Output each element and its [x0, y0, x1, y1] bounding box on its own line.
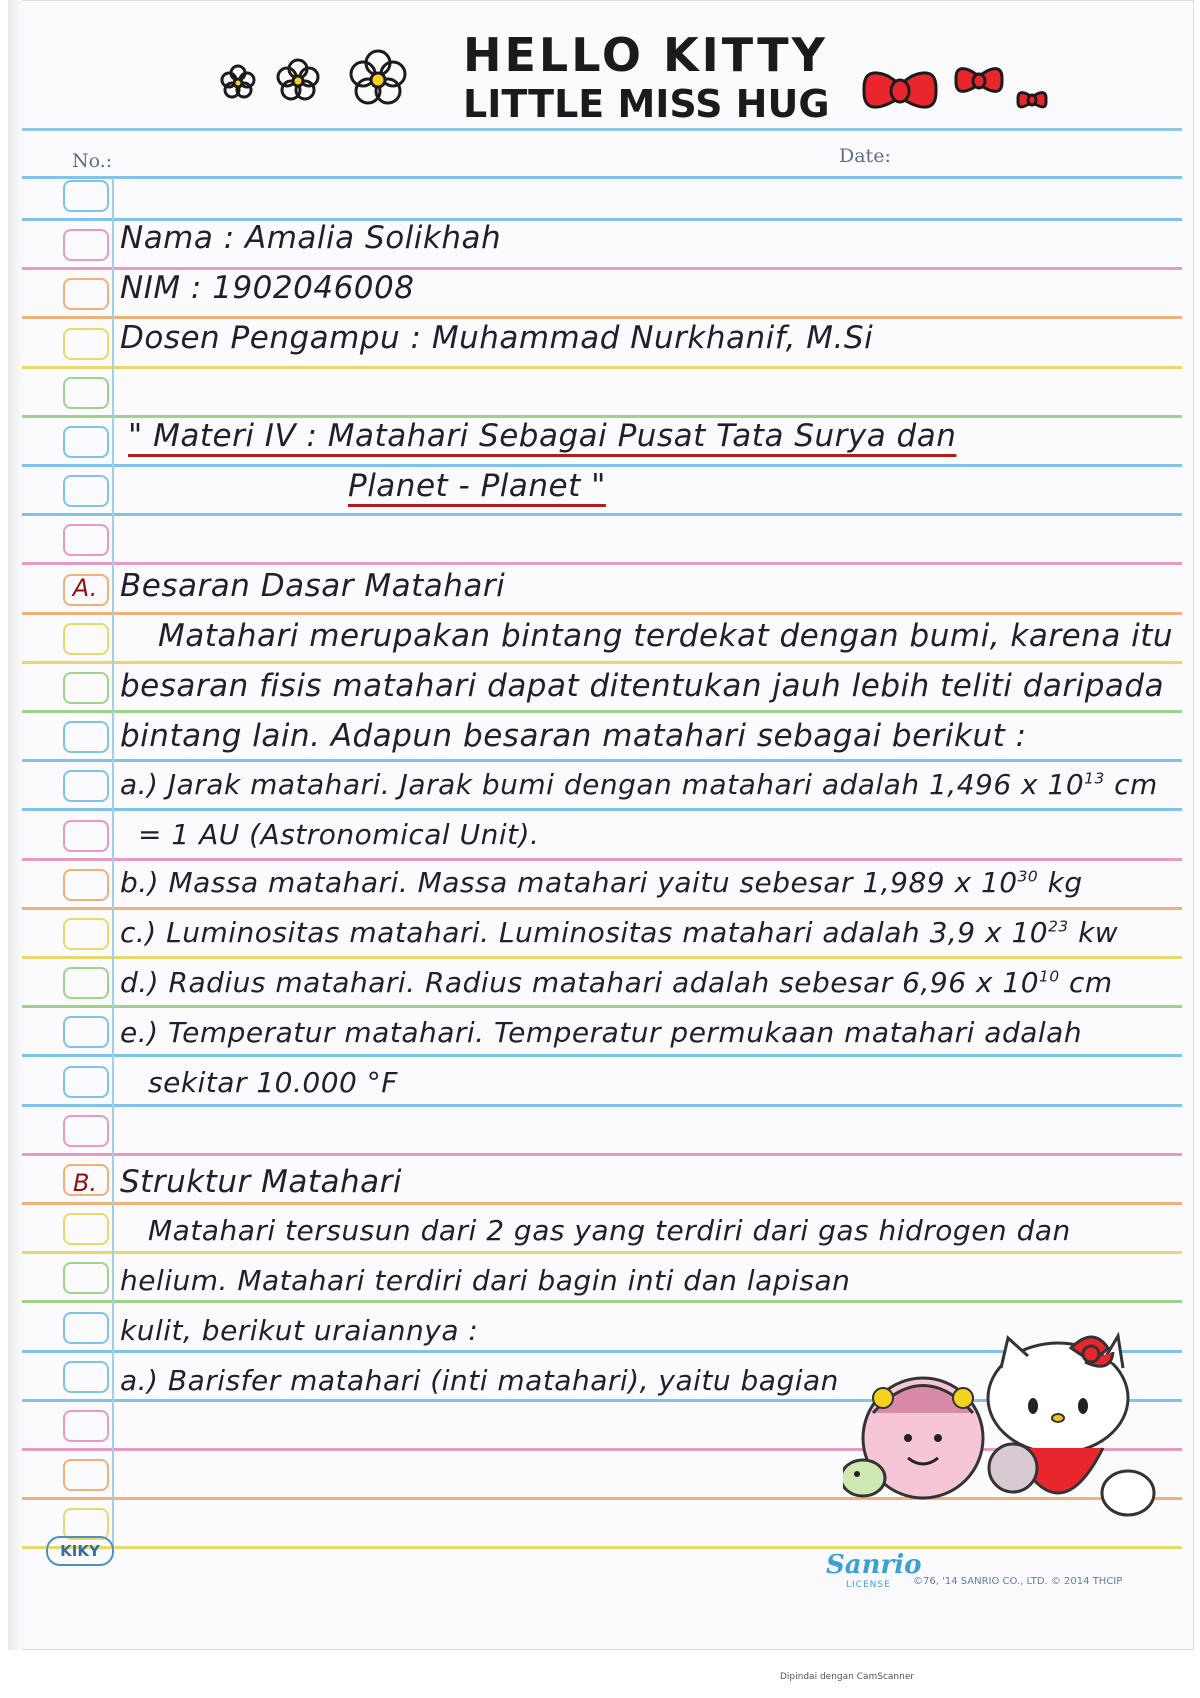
ruled-line [22, 759, 1182, 762]
notebook-page [8, 0, 1194, 1650]
item-a-unit: cm [1104, 768, 1158, 801]
number-label: No.: [72, 150, 113, 172]
kiky-logo: KIKY [46, 1536, 114, 1566]
flower-icons [218, 40, 438, 120]
margin-checkbox [63, 1262, 109, 1294]
title-text-1: " Materi IV : Matahari Sebagai Pusat Tata Surya dan [128, 418, 957, 454]
paragraph-2-line-1: Matahari tersusun dari 2 gas yang terdiri dari gas hidrogen dan [148, 1214, 1071, 1247]
brand-line2: LITTLE MISS HUG [463, 82, 830, 126]
paragraph-2-line-3: kulit, berikut uraiannya : [120, 1314, 479, 1347]
section-a-heading: Besaran Dasar Matahari [120, 568, 506, 604]
ruled-line [22, 956, 1182, 959]
ruled-line [22, 1054, 1182, 1057]
margin-checkbox [63, 1213, 109, 1245]
ruled-line [22, 1202, 1182, 1205]
item-b-unit: kg [1038, 866, 1083, 899]
ruled-line [22, 858, 1182, 861]
margin-checkbox [63, 1066, 109, 1098]
paragraph-2-line-2: helium. Matahari terdiri dari bagin inti dan lapisan [120, 1264, 851, 1297]
section-b-heading: Struktur Matahari [120, 1164, 402, 1200]
paragraph-2-line-4: a.) Barisfer matahari (inti matahari), yaitu bagian [120, 1364, 839, 1397]
ruled-line [22, 661, 1182, 664]
item-a-exponent: 13 [1084, 769, 1105, 788]
lecturer-line: Dosen Pengampu : Muhammad Nurkhanif, M.Si [120, 320, 874, 356]
margin-checkbox [63, 278, 109, 310]
item-c-unit: kw [1068, 916, 1119, 949]
ruled-line [22, 1153, 1182, 1156]
item-b-text: b.) Massa matahari. Massa matahari yaitu sebesar 1,989 x 10 [120, 866, 1018, 899]
margin-checkbox [63, 1016, 109, 1048]
margin-checkbox [63, 1361, 109, 1393]
student-id-line: NIM : 1902046008 [120, 270, 415, 306]
item-b-line [120, 866, 1083, 899]
hello-kitty-character [988, 1336, 1154, 1515]
item-c-line [120, 916, 1118, 949]
paragraph-1-line-1: Matahari merupakan bintang terdekat dengan bumi, karena itu [158, 618, 1174, 654]
item-c-exponent: 23 [1048, 917, 1069, 936]
page-header [8, 0, 1194, 140]
margin-checkbox [63, 623, 109, 655]
paragraph-1-line-2: besaran fisis matahari dapat ditentukan jauh lebih teliti daripada [120, 668, 1165, 704]
margin-checkbox [63, 475, 109, 507]
margin-checkbox [63, 180, 109, 212]
margin-checkbox [63, 229, 109, 261]
item-d-text: d.) Radius matahari. Radius matahari adalah sebesar 6,96 x 10 [120, 966, 1040, 999]
margin-checkbox [63, 869, 109, 901]
ruled-line [22, 1251, 1182, 1254]
ruled-line [22, 808, 1182, 811]
margin-checkbox [63, 328, 109, 360]
item-e-line-2: sekitar 10.000 °F [148, 1066, 398, 1099]
ruled-line [22, 366, 1182, 369]
license-label: LICENSE [846, 1580, 891, 1590]
ruled-line [22, 1104, 1182, 1107]
title-text-2: Planet - Planet " [348, 468, 606, 504]
margin-checkbox [63, 377, 109, 409]
margin-checkbox [63, 1459, 109, 1491]
scanner-watermark: Dipindai dengan CamScanner [780, 1672, 915, 1682]
margin-checkbox [63, 820, 109, 852]
hello-kitty-illustration [843, 1318, 1163, 1548]
margin-checkbox [63, 426, 109, 458]
flower-icon [222, 51, 405, 103]
item-c-text: c.) Luminositas matahari. Luminositas matahari adalah 3,9 x 10 [120, 916, 1049, 949]
title-line-2 [348, 468, 606, 504]
ruled-line [22, 710, 1182, 713]
margin-checkbox [63, 1115, 109, 1147]
margin-checkbox [63, 1312, 109, 1344]
item-a-line-1 [120, 768, 1158, 801]
margin-checkbox [63, 721, 109, 753]
margin-line [112, 178, 114, 1548]
date-label: Date: [839, 145, 891, 167]
ruled-line [22, 612, 1182, 615]
item-b-exponent: 30 [1017, 867, 1039, 886]
bow-icon [864, 69, 1046, 107]
margin-checkbox [63, 672, 109, 704]
margin-checkbox [63, 967, 109, 999]
brand-logo [463, 28, 863, 126]
item-d-unit: cm [1059, 966, 1113, 999]
ruled-line [22, 176, 1182, 179]
section-a-letter: A. [72, 574, 98, 602]
bow-icons [858, 58, 1058, 128]
section-b-letter: B. [72, 1169, 98, 1197]
item-a-text: a.) Jarak matahari. Jarak bumi dengan matahari adalah 1,496 x 10 [120, 768, 1085, 801]
green-bird-character [843, 1460, 885, 1496]
page-binding-edge [8, 0, 22, 1650]
ruled-line [22, 562, 1182, 565]
item-d-exponent: 10 [1039, 967, 1060, 986]
margin-checkbox [63, 524, 109, 556]
header-rule [22, 128, 1182, 131]
sanrio-logo: Sanrio [826, 1550, 922, 1580]
ruled-line [22, 513, 1182, 516]
item-a-line-2: = 1 AU (Astronomical Unit). [138, 818, 540, 851]
student-name-line: Nama : Amalia Solikhah [120, 220, 502, 256]
ruled-line [22, 907, 1182, 910]
ruled-line [22, 316, 1182, 319]
margin-checkbox [63, 918, 109, 950]
paragraph-1-line-3: bintang lain. Adapun besaran matahari sebagai berikut : [120, 718, 1027, 754]
ruled-line [22, 1005, 1182, 1008]
margin-checkbox [63, 770, 109, 802]
brand-line1: HELLO KITTY [463, 28, 828, 82]
ruled-line [22, 464, 1182, 467]
ruled-line [22, 1300, 1182, 1303]
item-d-line [120, 966, 1113, 999]
margin-checkbox [63, 1410, 109, 1442]
title-line-1 [128, 418, 956, 454]
item-e-line-1: e.) Temperatur matahari. Temperatur permukaan matahari adalah [120, 1016, 1083, 1049]
copyright-notice: ©76, '14 SANRIO CO., LTD. © 2014 THCIP [913, 1576, 1123, 1587]
